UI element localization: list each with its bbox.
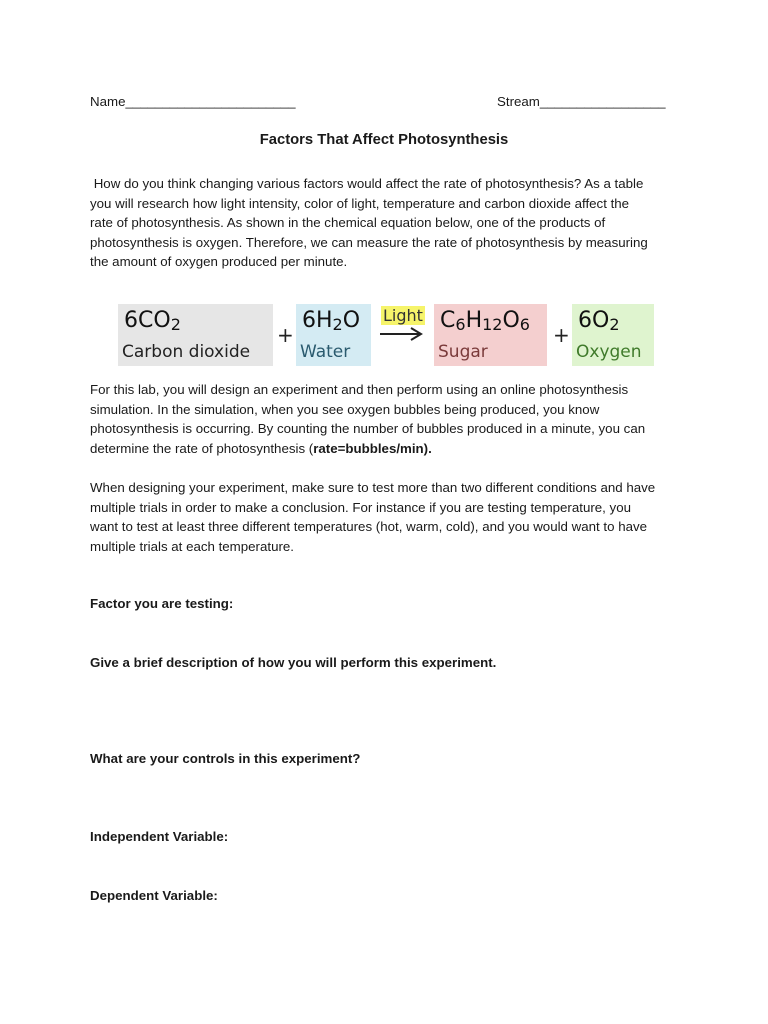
lab-paragraph xyxy=(90,380,690,458)
intro-line: How do you think changing various factors would affect the rate of photosynthesis? As a table xyxy=(90,176,644,191)
question-description: Give a brief description of how you will perform this experiment. xyxy=(90,655,497,670)
o2-box xyxy=(572,304,654,366)
design-paragraph xyxy=(90,478,690,556)
page-title: Factors That Affect Photosynthesis xyxy=(259,132,509,148)
name-field[interactable]: Name_______________________ xyxy=(90,94,296,109)
h2o-formula: $6H_2O$ xyxy=(302,308,361,334)
sugar-box xyxy=(434,304,547,366)
photosynthesis-equation xyxy=(118,304,658,368)
plus-sign: + xyxy=(553,323,570,347)
design-line: multiple trials at each temperature. xyxy=(90,538,294,554)
intro-line: you will research how light intensity, color of light, temperature and carbon dioxide affect the xyxy=(90,195,630,211)
stream-field[interactable]: Stream_________________ xyxy=(497,94,666,109)
co2-label: Carbon dioxide xyxy=(122,342,251,362)
lab-line: simulation. In the simulation, when you see oxygen bubbles being produced, you know xyxy=(90,401,600,417)
rate-prefix: determine the rate of photosynthesis ( xyxy=(90,440,314,456)
plus-sign: + xyxy=(277,323,294,347)
design-line: multiple trials in order to make a conclusion. For instance if you are testing temperature, you xyxy=(90,499,631,515)
question-factor: Factor you are testing: xyxy=(90,596,234,611)
reaction-arrow-icon xyxy=(379,326,425,342)
h2o-box xyxy=(296,304,371,366)
sugar-label: Sugar xyxy=(438,342,488,362)
co2-formula: $6CO_2$ xyxy=(124,308,181,334)
intro-line: the amount of oxygen produced per minute. xyxy=(90,254,348,270)
intro-line: photosynthesis is oxygen. Therefore, we can measure the rate of photosynthesis by measuring xyxy=(90,234,648,250)
o2-formula: $6O_2$ xyxy=(578,308,620,334)
design-line: want to test at least three different temperatures (hot, warm, cold), and you would want to have xyxy=(90,519,648,535)
intro-paragraph xyxy=(90,174,690,272)
lab-line xyxy=(90,439,690,459)
header-row xyxy=(90,94,670,114)
h2o-label: Water xyxy=(300,342,351,362)
lab-line: photosynthesis is occurring. By counting the number of bubbles produced in a minute, you can xyxy=(90,421,646,437)
o2-label: Oxygen xyxy=(576,342,642,362)
question-controls: What are your controls in this experiment? xyxy=(90,751,361,766)
lab-line: For this lab, you will design an experiment and then perform using an online photosynthesis xyxy=(90,382,629,397)
question-independent-variable: Independent Variable: xyxy=(90,829,229,844)
co2-box xyxy=(118,304,273,366)
design-line: When designing your experiment, make sure to test more than two different conditions and have xyxy=(90,480,656,495)
question-dependent-variable: Dependent Variable: xyxy=(90,888,218,903)
light-label: Light xyxy=(383,306,423,325)
sugar-formula: $C_6H_{12}O_6$ xyxy=(440,308,530,334)
rate-formula: rate=bubbles/min). xyxy=(313,440,432,456)
intro-line: rate of photosynthesis. As shown in the chemical equation below, one of the products of xyxy=(90,215,606,231)
